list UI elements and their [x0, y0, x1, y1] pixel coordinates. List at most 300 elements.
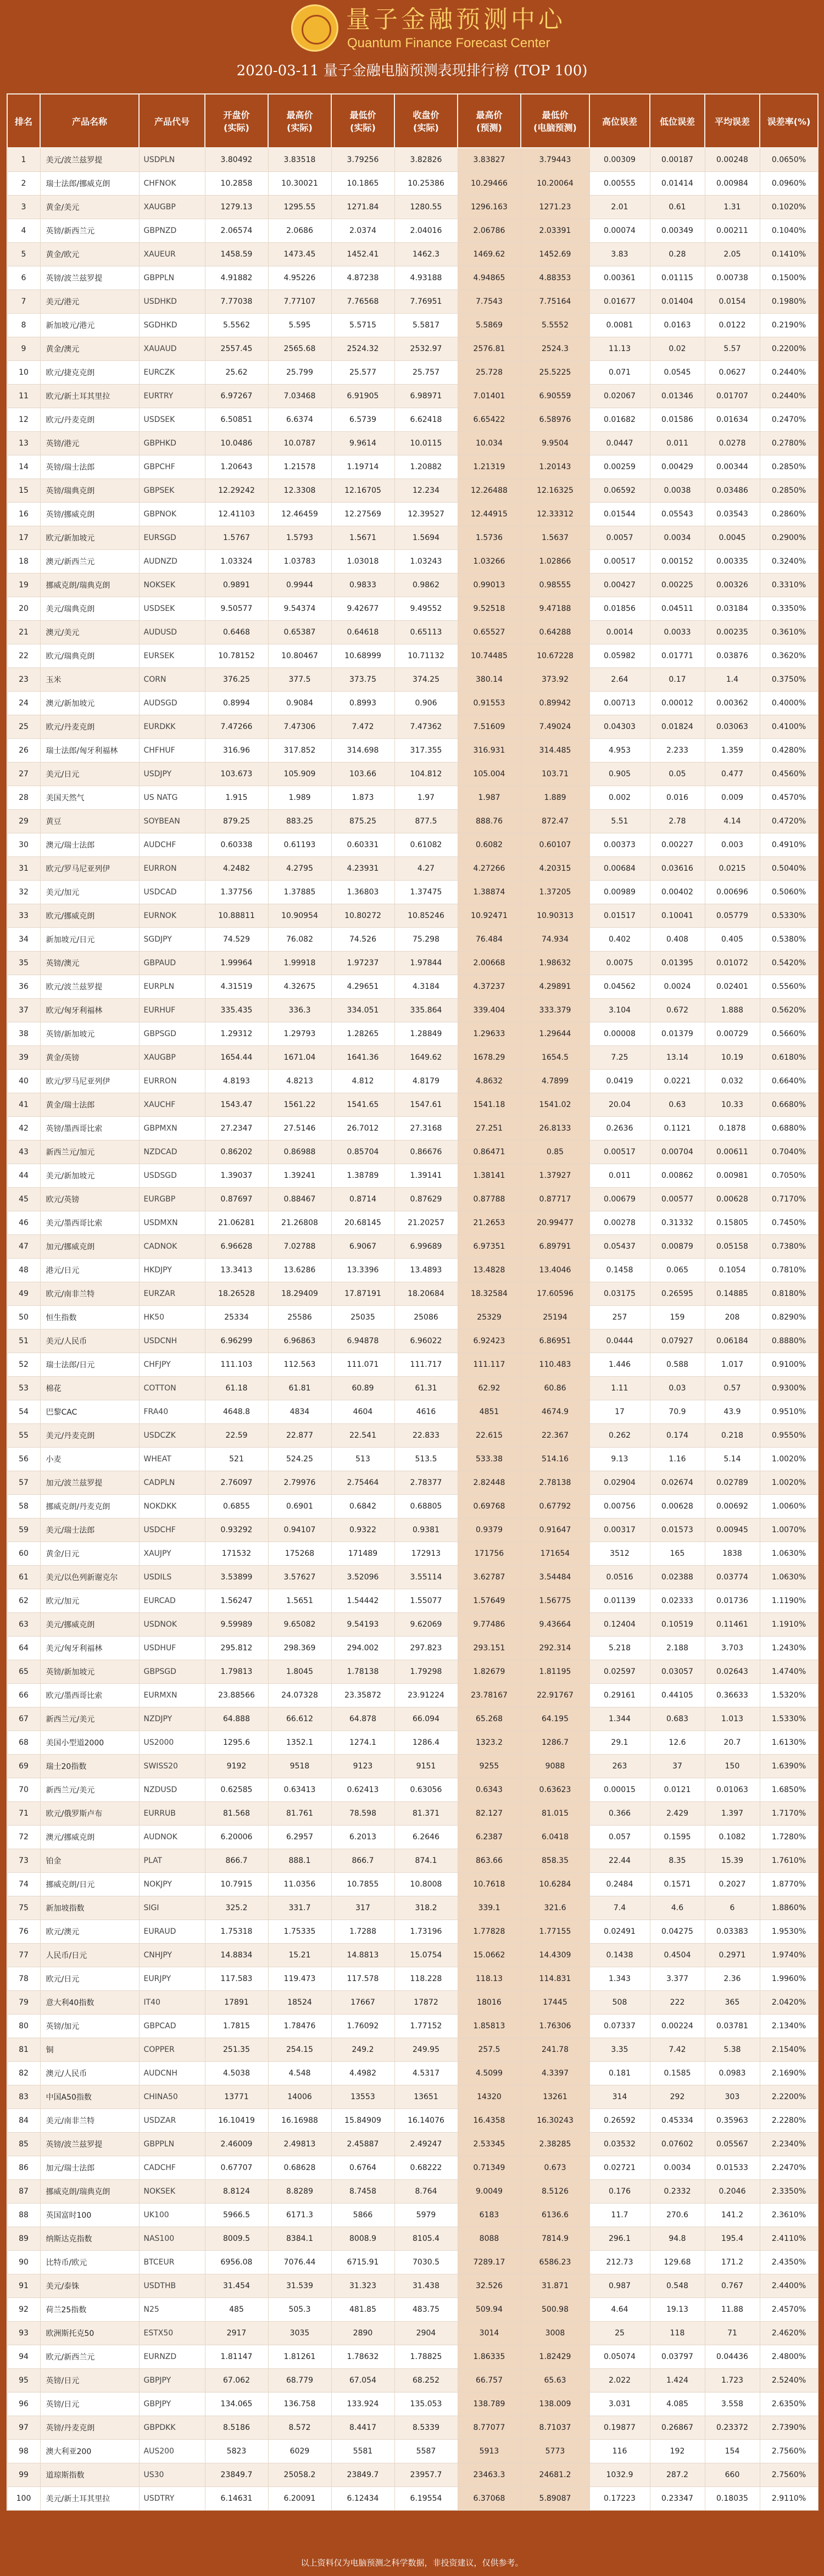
high-actual-cell: 1.21578 [268, 455, 331, 479]
high-forecast-cell: 15.0662 [458, 1944, 521, 1967]
high-actual-cell: 18524 [268, 1991, 331, 2015]
high-actual-cell: 3.83518 [268, 148, 331, 172]
table-row [7, 1070, 818, 1093]
high-error-cell: 0.05074 [589, 2345, 650, 2369]
low-actual-cell: 17667 [331, 1991, 394, 2015]
low-actual-cell: 26.7012 [331, 1117, 394, 1140]
product-code-cell: GBPPLN [139, 266, 205, 290]
table-row [7, 1188, 818, 1211]
product-name-cell: 美国天然气 [40, 786, 139, 810]
avg-error-cell: 3.703 [705, 1637, 760, 1660]
column-header: 误差率(%) [760, 94, 818, 148]
avg-error-cell: 0.0215 [705, 857, 760, 881]
table-row [7, 1424, 818, 1448]
error-rate-cell: 1.5320% [760, 1684, 818, 1707]
high-error-cell: 7.4 [589, 1896, 650, 1920]
product-code-cell: AUDNZD [139, 550, 205, 574]
rank-cell: 34 [7, 928, 40, 952]
open-actual-cell: 4.8193 [205, 1070, 268, 1093]
table-row [7, 904, 818, 928]
avg-error-cell: 0.14885 [705, 1282, 760, 1306]
low-forecast-cell: 1541.02 [521, 1093, 589, 1117]
open-actual-cell: 1.5767 [205, 526, 268, 550]
high-error-cell: 0.00679 [589, 1188, 650, 1211]
low-actual-cell: 4604 [331, 1400, 394, 1424]
low-actual-cell: 6.2013 [331, 1826, 394, 1849]
high-actual-cell: 1473.45 [268, 243, 331, 266]
product-code-cell: USDHKD [139, 290, 205, 314]
rank-cell: 99 [7, 2463, 40, 2487]
product-code-cell: EURRON [139, 857, 205, 881]
product-name-cell: 黄金/美元 [40, 196, 139, 219]
product-name-cell: 英镑/瑞士法郎 [40, 455, 139, 479]
product-name-cell: 美元/丹麦克朗 [40, 1424, 139, 1448]
open-actual-cell: 22.59 [205, 1424, 268, 1448]
rank-cell: 57 [7, 1471, 40, 1495]
product-code-cell: USDJPY [139, 763, 205, 786]
open-actual-cell: 81.568 [205, 1802, 268, 1826]
error-rate-cell: 0.9300% [760, 1377, 818, 1400]
high-forecast-cell: 2.00668 [458, 952, 521, 975]
high-actual-cell: 175268 [268, 1542, 331, 1566]
product-name-cell: 美元/挪威克朗 [40, 1613, 139, 1637]
open-actual-cell: 74.529 [205, 928, 268, 952]
product-name-cell: 欧元/捷克克朗 [40, 361, 139, 385]
low-actual-cell: 0.85704 [331, 1140, 394, 1164]
avg-error-cell: 0.00696 [705, 881, 760, 904]
error-rate-cell: 1.2430% [760, 1637, 818, 1660]
high-forecast-cell: 1678.29 [458, 1046, 521, 1070]
high-forecast-cell: 293.151 [458, 1637, 521, 1660]
close-actual-cell: 25.757 [394, 361, 458, 385]
high-forecast-cell: 339.404 [458, 999, 521, 1022]
low-error-cell: 0.0545 [650, 361, 705, 385]
error-rate-cell: 2.6350% [760, 2393, 818, 2416]
high-error-cell: 29.1 [589, 1731, 650, 1755]
low-forecast-cell: 8.5126 [521, 2180, 589, 2204]
open-actual-cell: 10.78152 [205, 644, 268, 668]
error-rate-cell: 0.1980% [760, 290, 818, 314]
close-actual-cell: 13651 [394, 2085, 458, 2109]
product-name-cell: 挪威克朗/瑞典克朗 [40, 574, 139, 597]
high-error-cell: 0.00989 [589, 881, 650, 904]
close-actual-cell: 6.62418 [394, 408, 458, 432]
low-error-cell: 0.05543 [650, 503, 705, 526]
low-forecast-cell: 20.99477 [521, 1211, 589, 1235]
high-forecast-cell: 9255 [458, 1755, 521, 1778]
close-actual-cell: 374.25 [394, 668, 458, 692]
low-forecast-cell: 17445 [521, 1991, 589, 2015]
error-rate-cell: 1.8770% [760, 1873, 818, 1896]
open-actual-cell: 6.96299 [205, 1329, 268, 1353]
table-row [7, 2416, 818, 2440]
high-actual-cell: 10.80467 [268, 644, 331, 668]
high-forecast-cell: 10.29466 [458, 172, 521, 196]
product-name-cell: 美元/瑞典克朗 [40, 597, 139, 621]
table-row [7, 975, 818, 999]
low-error-cell: 0.03 [650, 1377, 705, 1400]
product-code-cell: EURPLN [139, 975, 205, 999]
table-row [7, 786, 818, 810]
low-actual-cell: 7.472 [331, 715, 394, 739]
avg-error-cell: 1.723 [705, 2369, 760, 2393]
product-code-cell: AUDUSD [139, 621, 205, 644]
open-actual-cell: 0.62585 [205, 1778, 268, 1802]
error-rate-cell: 1.7280% [760, 1826, 818, 1849]
high-actual-cell: 0.65387 [268, 621, 331, 644]
close-actual-cell: 0.63056 [394, 1778, 458, 1802]
low-error-cell: 0.00224 [650, 2015, 705, 2038]
rank-cell: 47 [7, 1235, 40, 1259]
avg-error-cell: 0.06184 [705, 1329, 760, 1353]
product-code-cell: COTTON [139, 1377, 205, 1400]
avg-error-cell: 43.9 [705, 1400, 760, 1424]
low-forecast-cell: 4.29891 [521, 975, 589, 999]
avg-error-cell: 0.00628 [705, 1188, 760, 1211]
avg-error-cell: 0.1082 [705, 1826, 760, 1849]
high-error-cell: 0.00015 [589, 1778, 650, 1802]
rank-cell: 37 [7, 999, 40, 1022]
low-error-cell: 12.6 [650, 1731, 705, 1755]
high-actual-cell: 6.6374 [268, 408, 331, 432]
high-error-cell: 22.44 [589, 1849, 650, 1873]
avg-error-cell: 0.00335 [705, 550, 760, 574]
table-row [7, 1164, 818, 1188]
avg-error-cell: 0.36633 [705, 1684, 760, 1707]
low-forecast-cell: 1.889 [521, 786, 589, 810]
error-rate-cell: 0.7810% [760, 1259, 818, 1282]
table-row [7, 1660, 818, 1684]
low-error-cell: 0.28 [650, 243, 705, 266]
product-code-cell: GBPAUD [139, 952, 205, 975]
error-rate-cell: 0.1500% [760, 266, 818, 290]
high-actual-cell: 11.0356 [268, 1873, 331, 1896]
high-forecast-cell: 0.9379 [458, 1518, 521, 1542]
column-header: 平均误差 [705, 94, 760, 148]
open-actual-cell: 117.583 [205, 1967, 268, 1991]
rank-cell: 27 [7, 763, 40, 786]
report-title: 2020-03-11 量子金融电脑预测表现排行榜 (TOP 100) [236, 63, 588, 79]
high-error-cell: 1.446 [589, 1353, 650, 1377]
rank-cell: 62 [7, 1589, 40, 1613]
open-actual-cell: 521 [205, 1448, 268, 1471]
product-code-cell: AUDCNH [139, 2062, 205, 2085]
high-actual-cell: 2.0686 [268, 219, 331, 243]
avg-error-cell: 0.04436 [705, 2345, 760, 2369]
product-code-cell: CNHJPY [139, 1944, 205, 1967]
close-actual-cell: 66.094 [394, 1707, 458, 1731]
table-row [7, 1896, 818, 1920]
avg-error-cell: 2.36 [705, 1967, 760, 1991]
low-actual-cell: 9.54193 [331, 1613, 394, 1637]
table-row [7, 361, 818, 385]
product-name-cell: 英镑/新加坡元 [40, 1022, 139, 1046]
high-actual-cell: 883.25 [268, 810, 331, 833]
rank-cell: 24 [7, 692, 40, 715]
table-row [7, 1944, 818, 1967]
high-forecast-cell: 8088 [458, 2227, 521, 2251]
column-header: 高位误差 [589, 94, 650, 148]
low-forecast-cell: 3.54484 [521, 1566, 589, 1589]
high-error-cell: 0.366 [589, 1802, 650, 1826]
low-actual-cell: 0.62413 [331, 1778, 394, 1802]
high-error-cell: 257 [589, 1306, 650, 1329]
low-actual-cell: 9.42677 [331, 597, 394, 621]
low-error-cell: 70.9 [650, 1400, 705, 1424]
high-forecast-cell: 7289.17 [458, 2251, 521, 2274]
low-actual-cell: 12.27569 [331, 503, 394, 526]
table-row [7, 2180, 818, 2204]
table-row [7, 1802, 818, 1826]
high-error-cell: 5.218 [589, 1637, 650, 1660]
close-actual-cell: 5979 [394, 2204, 458, 2227]
error-rate-cell: 0.6180% [760, 1046, 818, 1070]
low-forecast-cell: 1.82429 [521, 2345, 589, 2369]
error-rate-cell: 2.1340% [760, 2015, 818, 2038]
high-forecast-cell: 118.13 [458, 1967, 521, 1991]
high-forecast-cell: 2576.81 [458, 337, 521, 361]
open-actual-cell: 3.53899 [205, 1566, 268, 1589]
high-actual-cell: 136.758 [268, 2393, 331, 2416]
low-actual-cell: 1.36803 [331, 881, 394, 904]
product-code-cell: HK50 [139, 1306, 205, 1329]
high-actual-cell: 9.54374 [268, 597, 331, 621]
close-actual-cell: 7.47362 [394, 715, 458, 739]
high-forecast-cell: 62.92 [458, 1377, 521, 1400]
error-rate-cell: 0.8880% [760, 1329, 818, 1353]
high-actual-cell: 27.5146 [268, 1117, 331, 1140]
low-forecast-cell: 1286.7 [521, 1731, 589, 1755]
close-actual-cell: 12.39527 [394, 503, 458, 526]
product-code-cell: GBPCHF [139, 455, 205, 479]
close-actual-cell: 1.97 [394, 786, 458, 810]
error-rate-cell: 1.0020% [760, 1471, 818, 1495]
high-actual-cell: 25.799 [268, 361, 331, 385]
avg-error-cell: 365 [705, 1991, 760, 2015]
close-actual-cell: 9151 [394, 1755, 458, 1778]
rank-cell: 40 [7, 1070, 40, 1093]
high-forecast-cell: 0.99013 [458, 574, 521, 597]
low-forecast-cell: 8.71037 [521, 2416, 589, 2440]
product-name-cell: 中国A50指数 [40, 2085, 139, 2109]
high-error-cell: 0.00713 [589, 692, 650, 715]
table-row [7, 2298, 818, 2322]
product-name-cell: 澳元/挪威克朗 [40, 1826, 139, 1849]
open-actual-cell: 4.5038 [205, 2062, 268, 2085]
avg-error-cell: 0.00738 [705, 266, 760, 290]
low-error-cell: 0.26595 [650, 1282, 705, 1306]
low-actual-cell: 111.071 [331, 1353, 394, 1377]
rank-cell: 78 [7, 1967, 40, 1991]
close-actual-cell: 21.20257 [394, 1211, 458, 1235]
open-actual-cell: 2.46009 [205, 2133, 268, 2156]
rank-cell: 36 [7, 975, 40, 999]
error-rate-cell: 0.7050% [760, 1164, 818, 1188]
avg-error-cell: 5.57 [705, 337, 760, 361]
open-actual-cell: 10.88811 [205, 904, 268, 928]
product-code-cell: EURDKK [139, 715, 205, 739]
high-actual-cell: 10.90954 [268, 904, 331, 928]
low-actual-cell: 314.698 [331, 739, 394, 763]
product-name-cell: 欧元/罗马尼亚列伊 [40, 1070, 139, 1093]
high-forecast-cell: 4.37237 [458, 975, 521, 999]
high-forecast-cell: 12.26488 [458, 479, 521, 503]
low-forecast-cell: 1.98632 [521, 952, 589, 975]
table-row [7, 385, 818, 408]
high-actual-cell: 1.5651 [268, 1589, 331, 1613]
open-actual-cell: 0.87697 [205, 1188, 268, 1211]
open-actual-cell: 1.03324 [205, 550, 268, 574]
low-actual-cell: 0.9322 [331, 1518, 394, 1542]
low-forecast-cell: 26.8133 [521, 1117, 589, 1140]
avg-error-cell: 0.05567 [705, 2133, 760, 2156]
low-forecast-cell: 17.60596 [521, 1282, 589, 1306]
table-row [7, 857, 818, 881]
high-actual-cell: 6171.3 [268, 2204, 331, 2227]
open-actual-cell: 1.56247 [205, 1589, 268, 1613]
high-actual-cell: 6.20091 [268, 2487, 331, 2511]
low-actual-cell: 64.878 [331, 1707, 394, 1731]
product-code-cell: USDPLN [139, 148, 205, 172]
product-name-cell: 新加坡元/日元 [40, 928, 139, 952]
close-actual-cell: 6.19554 [394, 2487, 458, 2511]
low-forecast-cell: 0.98555 [521, 574, 589, 597]
close-actual-cell: 2.78377 [394, 1471, 458, 1495]
high-error-cell: 1.343 [589, 1967, 650, 1991]
open-actual-cell: 9.59989 [205, 1613, 268, 1637]
low-forecast-cell: 5.89087 [521, 2487, 589, 2511]
rank-cell: 13 [7, 432, 40, 455]
error-rate-cell: 0.0960% [760, 172, 818, 196]
high-error-cell: 2.022 [589, 2369, 650, 2393]
table-row [7, 810, 818, 833]
error-rate-cell: 0.5330% [760, 904, 818, 928]
open-actual-cell: 2.76097 [205, 1471, 268, 1495]
error-rate-cell: 0.3610% [760, 621, 818, 644]
open-actual-cell: 879.25 [205, 810, 268, 833]
low-error-cell: 0.0163 [650, 314, 705, 337]
low-error-cell: 0.2332 [650, 2180, 705, 2204]
high-error-cell: 0.0516 [589, 1566, 650, 1589]
close-actual-cell: 4.93188 [394, 266, 458, 290]
low-forecast-cell: 0.85 [521, 1140, 589, 1164]
table-row [7, 763, 818, 786]
low-error-cell: 19.13 [650, 2298, 705, 2322]
table-row [7, 1518, 818, 1542]
product-name-cell: 英镑/新西兰元 [40, 219, 139, 243]
high-forecast-cell: 13.4828 [458, 1259, 521, 1282]
low-actual-cell: 6.5739 [331, 408, 394, 432]
low-forecast-cell: 5773 [521, 2440, 589, 2463]
high-error-cell: 0.0447 [589, 432, 650, 455]
low-actual-cell: 0.6842 [331, 1495, 394, 1518]
product-name-cell: 澳大利亚200 [40, 2440, 139, 2463]
product-code-cell: GBPCAD [139, 2015, 205, 2038]
table-row [7, 1448, 818, 1471]
low-actual-cell: 10.1865 [331, 172, 394, 196]
product-code-cell: SIGI [139, 1896, 205, 1920]
high-actual-cell: 25586 [268, 1306, 331, 1329]
avg-error-cell: 1.013 [705, 1707, 760, 1731]
low-forecast-cell: 2.03391 [521, 219, 589, 243]
product-code-cell: AUDCHF [139, 833, 205, 857]
high-forecast-cell: 111.117 [458, 1353, 521, 1377]
close-actual-cell: 4.8179 [394, 1070, 458, 1093]
rank-cell: 98 [7, 2440, 40, 2463]
high-actual-cell: 888.1 [268, 1849, 331, 1873]
high-forecast-cell: 105.004 [458, 763, 521, 786]
high-actual-cell: 13.6286 [268, 1259, 331, 1282]
rank-cell: 17 [7, 526, 40, 550]
avg-error-cell: 0.18035 [705, 2487, 760, 2511]
high-actual-cell: 1.99918 [268, 952, 331, 975]
table-row [7, 2345, 818, 2369]
rank-cell: 76 [7, 1920, 40, 1944]
low-error-cell: 0.1585 [650, 2062, 705, 2085]
footer-disclaimer: 以上资料仅为电脑预测之科学数据，非投资建议，仅供参考。 [7, 2553, 817, 2572]
open-actual-cell: 21.06281 [205, 1211, 268, 1235]
low-error-cell: 222 [650, 1991, 705, 2015]
table-row [7, 2156, 818, 2180]
product-code-cell: GBPSGD [139, 1022, 205, 1046]
close-actual-cell: 249.95 [394, 2038, 458, 2062]
product-code-cell: FRA40 [139, 1400, 205, 1424]
low-error-cell: 0.44105 [650, 1684, 705, 1707]
open-actual-cell: 103.673 [205, 763, 268, 786]
close-actual-cell: 1.79298 [394, 1660, 458, 1684]
low-forecast-cell: 0.64288 [521, 621, 589, 644]
low-error-cell: 0.00628 [650, 1495, 705, 1518]
low-forecast-cell: 7814.9 [521, 2227, 589, 2251]
product-code-cell: CORN [139, 668, 205, 692]
avg-error-cell: 6 [705, 1896, 760, 1920]
product-code-cell: CADNOK [139, 1235, 205, 1259]
avg-error-cell: 0.23372 [705, 2416, 760, 2440]
error-rate-cell: 0.7040% [760, 1140, 818, 1164]
avg-error-cell: 195.4 [705, 2227, 760, 2251]
open-actual-cell: 27.2347 [205, 1117, 268, 1140]
low-error-cell: 0.10519 [650, 1613, 705, 1637]
low-actual-cell: 0.8993 [331, 692, 394, 715]
low-error-cell: 0.02 [650, 337, 705, 361]
low-actual-cell: 1.78632 [331, 2345, 394, 2369]
product-code-cell: USDCNH [139, 1329, 205, 1353]
product-name-cell: 美元/新加坡元 [40, 1164, 139, 1188]
low-error-cell: 165 [650, 1542, 705, 1566]
avg-error-cell: 4.14 [705, 810, 760, 833]
product-name-cell: 欧元/丹麦克朗 [40, 408, 139, 432]
high-forecast-cell: 16.4358 [458, 2109, 521, 2133]
error-rate-cell: 0.2900% [760, 526, 818, 550]
open-actual-cell: 2.06574 [205, 219, 268, 243]
table-row [7, 479, 818, 503]
product-name-cell: 澳元/新加坡元 [40, 692, 139, 715]
product-code-cell: EURRON [139, 1070, 205, 1093]
high-actual-cell: 112.563 [268, 1353, 331, 1377]
rank-cell: 52 [7, 1353, 40, 1377]
high-forecast-cell: 6183 [458, 2204, 521, 2227]
high-error-cell: 0.01139 [589, 1589, 650, 1613]
product-name-cell: 欧元/瑞典克朗 [40, 644, 139, 668]
close-actual-cell: 10.71132 [394, 644, 458, 668]
low-forecast-cell: 1.29644 [521, 1022, 589, 1046]
error-rate-cell: 1.6130% [760, 1731, 818, 1755]
rank-cell: 59 [7, 1518, 40, 1542]
high-forecast-cell: 7.7543 [458, 290, 521, 314]
low-error-cell: 0.02388 [650, 1566, 705, 1589]
rank-cell: 93 [7, 2322, 40, 2345]
open-actual-cell: 0.93292 [205, 1518, 268, 1542]
